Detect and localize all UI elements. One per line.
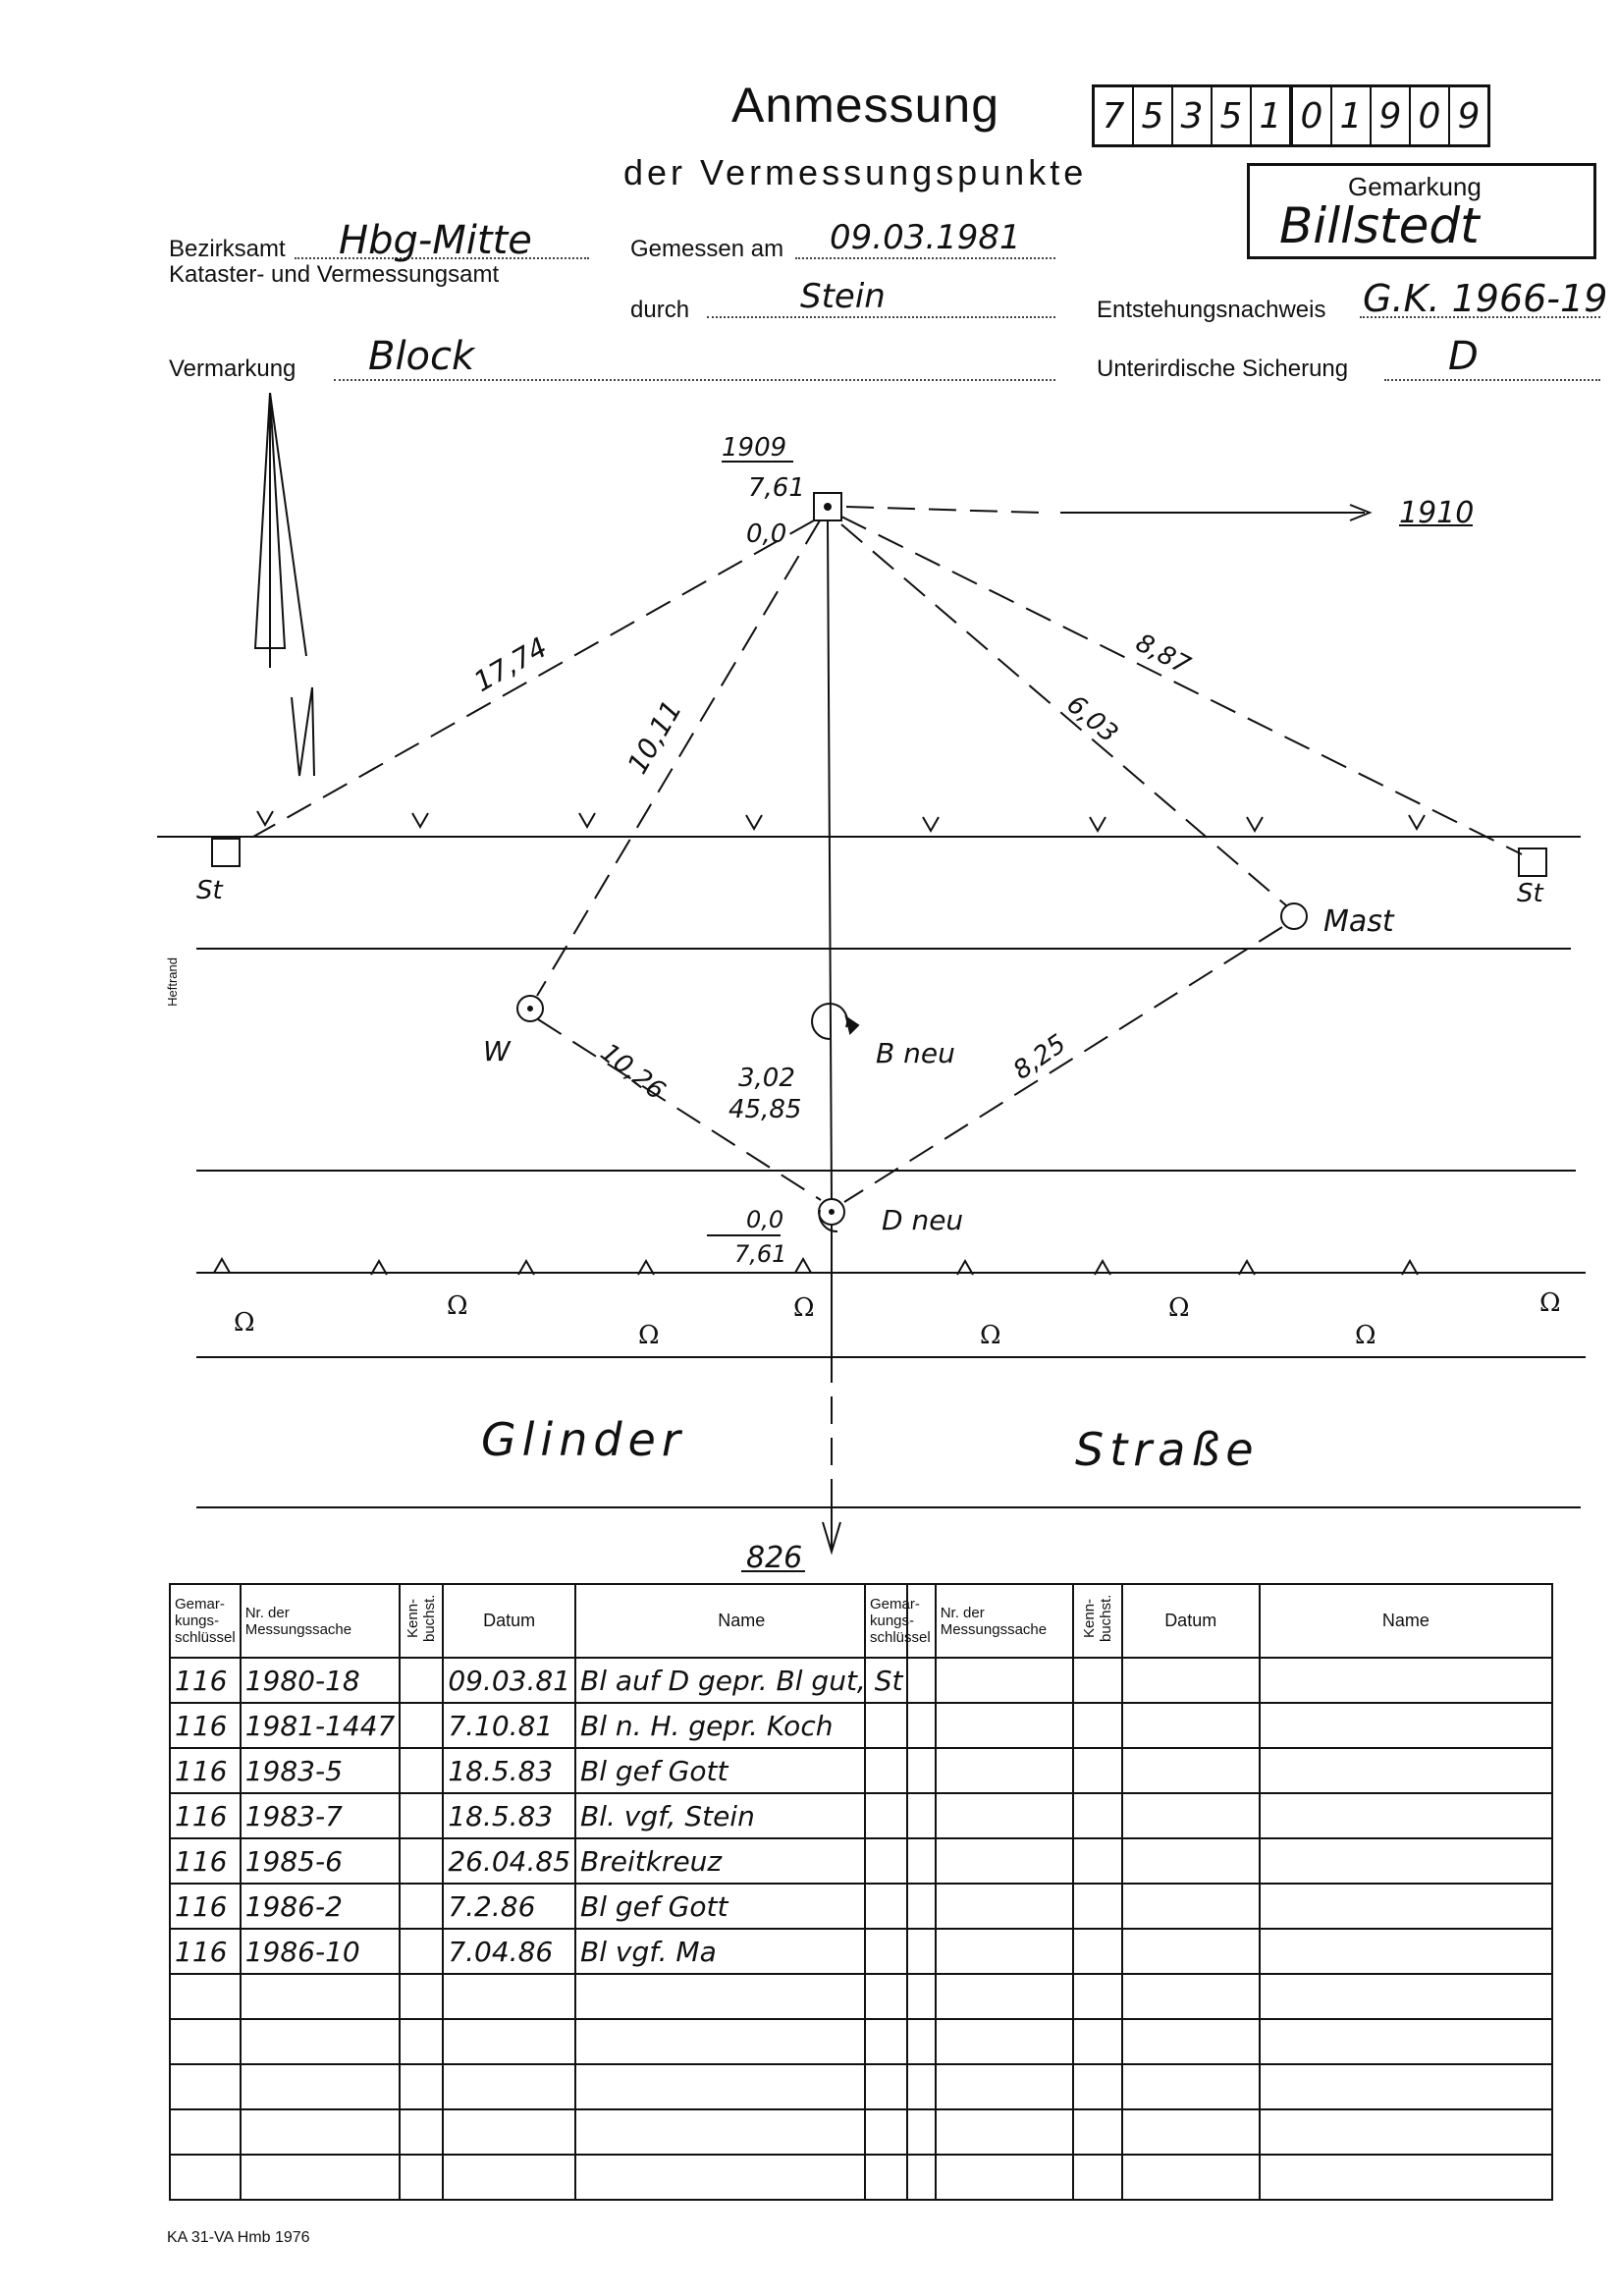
hedge-marks — [257, 811, 1425, 831]
table-cell-nr — [936, 1658, 1073, 1703]
table-cell-kenn — [400, 1929, 443, 1974]
bezirksamt-label: Bezirksamt — [169, 236, 286, 262]
table-cell-name: Bl gef Gott — [575, 1748, 907, 1793]
table-row — [170, 2019, 907, 2064]
table-cell-nr: 1986-2 — [241, 1884, 401, 1929]
svg-text:Ω: Ω — [234, 1308, 255, 1338]
form-title: Anmessung — [731, 78, 1000, 133]
header-name: Name — [575, 1584, 907, 1658]
table-cell-gem: 116 — [170, 1929, 241, 1974]
table-cell-nr: 1985-6 — [241, 1838, 401, 1884]
table-cell-gem: 116 — [170, 1703, 241, 1748]
table-cell-name — [1260, 2155, 1552, 2200]
svg-text:Ω: Ω — [793, 1293, 815, 1323]
table-cell-name — [1260, 1793, 1552, 1838]
dist-mast-d-label: 8,25 — [1007, 1028, 1072, 1086]
svg-text:Ω: Ω — [1168, 1293, 1190, 1323]
right-record-table — [864, 1583, 1553, 2201]
table-row — [865, 2109, 1552, 2155]
vermarkung-value: Block — [368, 334, 475, 379]
table-cell-nr — [936, 2019, 1073, 2064]
dist-w-d-label: 10,26 — [594, 1037, 671, 1107]
table-cell-nr — [936, 2064, 1073, 2109]
id-digit: 5 — [1134, 87, 1173, 144]
svg-text:Ω: Ω — [1355, 1321, 1376, 1350]
table-cell-name — [1260, 1703, 1552, 1748]
arrow-target-label: 1910 — [1399, 496, 1475, 530]
dist-mast-label: 6,03 — [1060, 689, 1124, 749]
table-cell-datum: 18.5.83 — [443, 1748, 575, 1793]
left-record-table — [169, 1583, 908, 2201]
table-cell-kenn — [400, 2109, 443, 2155]
header-gemarkung: Gemar-kungs-schlüssel — [170, 1584, 241, 1658]
table-cell-datum — [443, 2109, 575, 2155]
table-row — [865, 1748, 1552, 1793]
table-row — [170, 2155, 907, 2200]
table-cell-datum: 09.03.81 — [443, 1658, 575, 1703]
stone-right-icon — [1519, 848, 1546, 876]
id-digit: 7 — [1095, 87, 1134, 144]
table-cell-nr — [936, 1838, 1073, 1884]
form-subtitle: der Vermessungspunkte — [623, 152, 1088, 192]
table-cell-kenn — [1073, 1884, 1122, 1929]
header-gemarkung: Gemar-kungs-schlüssel — [865, 1584, 936, 1658]
table-cell-name — [1260, 1884, 1552, 1929]
table-cell-name: Bl n. H. gepr. Koch — [575, 1703, 907, 1748]
table-cell-datum — [1122, 2155, 1260, 2200]
table-cell-name: Bl gef Gott — [575, 1884, 907, 1929]
table-cell-datum — [443, 2155, 575, 2200]
table-cell-gem — [170, 2019, 241, 2064]
table-cell-name — [1260, 2064, 1552, 2109]
table-cell-gem: 116 — [170, 1884, 241, 1929]
table-cell-gem — [865, 1974, 936, 2019]
id-digit: 1 — [1332, 87, 1372, 144]
b-lower-label: 45,85 — [728, 1095, 802, 1124]
table-cell-nr — [241, 1974, 401, 2019]
table-cell-kenn — [1073, 1929, 1122, 1974]
b-upper-label: 3,02 — [738, 1064, 795, 1093]
table-row — [170, 1748, 907, 1793]
table-row — [170, 1884, 907, 1929]
table-cell-gem — [170, 2064, 241, 2109]
sicherung-label: Unterirdische Sicherung — [1097, 355, 1349, 382]
table-cell-nr — [936, 2109, 1073, 2155]
table-header-row — [170, 1584, 907, 1658]
table-cell-nr — [936, 1884, 1073, 1929]
svg-text:Ω: Ω — [447, 1291, 468, 1321]
table-cell-nr — [936, 1793, 1073, 1838]
table-cell-nr: 1980-18 — [241, 1658, 401, 1703]
table-cell-kenn — [400, 2064, 443, 2109]
table-cell-gem — [865, 1658, 936, 1703]
table-cell-gem — [865, 2109, 936, 2155]
table-cell-name — [1260, 1974, 1552, 2019]
table-cell-nr — [241, 2109, 401, 2155]
b-label: B neu — [876, 1037, 955, 1069]
table-cell-kenn — [1073, 2109, 1122, 2155]
table-cell-datum — [443, 1974, 575, 2019]
table-row — [170, 1838, 907, 1884]
d-lower-label: 7,61 — [734, 1240, 787, 1268]
header-nr: Nr. der Messungssache — [936, 1584, 1073, 1658]
table-cell-kenn — [1073, 2064, 1122, 2109]
table-cell-datum: 7.2.86 — [443, 1884, 575, 1929]
table-cell-gem — [865, 2155, 936, 2200]
table-row — [865, 1658, 1552, 1703]
table-cell-kenn — [400, 1703, 443, 1748]
point-lower-label: 0,0 — [746, 519, 787, 549]
vermarkung-label: Vermarkung — [169, 355, 297, 382]
table-row — [865, 2155, 1552, 2200]
table-cell-datum — [1122, 1974, 1260, 2019]
table-cell-name — [1260, 2109, 1552, 2155]
id-digit: 9 — [1457, 95, 1481, 137]
table-cell-kenn — [400, 1748, 443, 1793]
north-arrow-icon — [255, 393, 314, 776]
street-left-label: Glinder — [481, 1413, 686, 1466]
table-cell-kenn — [400, 2155, 443, 2200]
id-digit: 0 — [1293, 87, 1332, 144]
mast-label: Mast — [1323, 904, 1394, 939]
header-kenn: Kenn-buchst. — [1080, 1594, 1114, 1643]
durch-label: durch — [630, 297, 690, 323]
table-cell-datum — [1122, 2064, 1260, 2109]
table-row — [865, 1884, 1552, 1929]
header-datum: Datum — [443, 1584, 575, 1658]
table-cell-datum — [443, 2064, 575, 2109]
table-cell-datum — [1122, 1748, 1260, 1793]
table-cell-datum — [1122, 1838, 1260, 1884]
table-cell-name — [575, 1974, 907, 2019]
form-footer: KA 31-VA Hmb 1976 — [167, 2229, 310, 2246]
street-right-label: Straße — [1075, 1423, 1260, 1476]
table-cell-gem — [170, 2155, 241, 2200]
table-cell-datum — [443, 2019, 575, 2064]
table-row — [170, 1703, 907, 1748]
gemarkung-value: Billstedt — [1279, 197, 1480, 254]
bezirksamt-value: Hbg-Mitte — [339, 218, 532, 263]
id-digit: 0 — [1411, 87, 1450, 144]
table-cell-datum — [1122, 1793, 1260, 1838]
table-cell-datum — [1122, 1658, 1260, 1703]
table-cell-name — [575, 2019, 907, 2064]
table-cell-gem: 116 — [170, 1658, 241, 1703]
d-label: D neu — [882, 1204, 964, 1236]
mast-icon — [1281, 903, 1307, 929]
table-cell-gem — [865, 1838, 936, 1884]
table-cell-nr — [936, 1929, 1073, 1974]
id-digit: 1 — [1252, 87, 1293, 144]
table-cell-gem — [865, 1703, 936, 1748]
svg-text:Ω: Ω — [638, 1321, 660, 1350]
table-row — [170, 2109, 907, 2155]
table-cell-kenn — [1073, 2155, 1122, 2200]
table-row — [865, 2019, 1552, 2064]
sicherung-value: D — [1448, 334, 1479, 379]
point-upper-label: 7,61 — [748, 473, 805, 503]
table-cell-datum: 18.5.83 — [443, 1793, 575, 1838]
table-cell-nr — [241, 2064, 401, 2109]
table-row — [865, 1838, 1552, 1884]
table-cell-kenn — [400, 1884, 443, 1929]
table-row — [865, 1929, 1552, 1974]
table-cell-nr — [241, 2019, 401, 2064]
d-upper-label: 0,0 — [746, 1206, 784, 1233]
table-cell-kenn — [400, 2019, 443, 2064]
table-cell-datum — [1122, 1884, 1260, 1929]
table-cell-kenn — [1073, 2019, 1122, 2064]
gemessen-label: Gemessen am — [630, 236, 784, 262]
stone-left-icon — [212, 839, 240, 866]
header-nr: Nr. der Messungssache — [241, 1584, 401, 1658]
table-row — [170, 1658, 907, 1703]
table-cell-kenn — [400, 1838, 443, 1884]
header-kenn: Kenn-buchst. — [404, 1594, 439, 1643]
header-name: Name — [1260, 1584, 1552, 1658]
table-cell-kenn — [400, 1658, 443, 1703]
table-cell-kenn — [1073, 1974, 1122, 2019]
durch-value: Stein — [800, 277, 886, 316]
dist-w-label: 10,11 — [620, 694, 689, 780]
table-cell-gem: 116 — [170, 1793, 241, 1838]
table-cell-datum — [1122, 1703, 1260, 1748]
table-cell-nr — [936, 1974, 1073, 2019]
table-row — [170, 1929, 907, 1974]
dist-right-label: 8,87 — [1130, 628, 1195, 682]
table-cell-name: Bl auf D gepr. Bl gut, St — [575, 1658, 907, 1703]
table-cell-nr: 1986-10 — [241, 1929, 401, 1974]
table-cell-name — [575, 2155, 907, 2200]
table-row — [170, 2064, 907, 2109]
svg-text:Ω: Ω — [1539, 1288, 1561, 1318]
svg-text:Ω: Ω — [980, 1321, 1001, 1350]
table-cell-gem — [170, 2109, 241, 2155]
table-cell-kenn — [1073, 1658, 1122, 1703]
table-cell-name — [1260, 1838, 1552, 1884]
table-cell-name — [1260, 1748, 1552, 1793]
table-row — [865, 1703, 1552, 1748]
table-cell-gem — [170, 1974, 241, 2019]
bottom-target-label: 826 — [746, 1541, 803, 1575]
st-left-label: St — [196, 876, 223, 905]
table-cell-gem — [865, 1884, 936, 1929]
table-row — [170, 1793, 907, 1838]
st-right-label: St — [1517, 879, 1543, 908]
table-cell-gem — [865, 2019, 936, 2064]
table-cell-nr — [936, 1748, 1073, 1793]
point-id-label: 1909 — [722, 433, 787, 463]
table-cell-gem: 116 — [170, 1838, 241, 1884]
id-digit: 3 — [1173, 87, 1213, 144]
table-cell-nr — [936, 1703, 1073, 1748]
kataster-label: Kataster- und Vermessungsamt — [169, 261, 500, 288]
dist-left-label: 17,74 — [468, 630, 553, 699]
table-cell-gem — [865, 1929, 936, 1974]
id-digit: 9 — [1372, 87, 1411, 144]
heftrand-label: Heftrand — [165, 957, 180, 1007]
table-row — [865, 1793, 1552, 1838]
w-label: W — [483, 1035, 511, 1067]
table-header-row — [865, 1584, 1552, 1658]
table-cell-name: Bl vgf. Ma — [575, 1929, 907, 1974]
header-datum: Datum — [1122, 1584, 1260, 1658]
table-cell-name — [575, 2064, 907, 2109]
entstehung-label: Entstehungsnachweis — [1097, 297, 1326, 323]
table-cell-datum — [1122, 2019, 1260, 2064]
table-row — [865, 2064, 1552, 2109]
table-cell-kenn — [400, 1974, 443, 2019]
table-cell-datum: 7.10.81 — [443, 1703, 575, 1748]
gemarkung-label: Gemarkung — [1348, 172, 1482, 201]
table-cell-kenn — [1073, 1703, 1122, 1748]
table-cell-nr — [936, 2155, 1073, 2200]
table-cell-kenn — [1073, 1793, 1122, 1838]
table-cell-name: Breitkreuz — [575, 1838, 907, 1884]
table-cell-gem — [865, 2064, 936, 2109]
table-cell-name: Bl. vgf, Stein — [575, 1793, 907, 1838]
table-cell-nr: 1983-5 — [241, 1748, 401, 1793]
table-cell-nr: 1983-7 — [241, 1793, 401, 1838]
table-cell-name — [1260, 1658, 1552, 1703]
entstehung-value: G.K. 1966-19 — [1363, 277, 1608, 320]
table-row — [170, 1974, 907, 2019]
gemessen-value: 09.03.1981 — [830, 218, 1021, 257]
table-cell-nr: 1981-1447 — [241, 1703, 401, 1748]
table-cell-kenn — [1073, 1838, 1122, 1884]
id-digit: 5 — [1213, 87, 1252, 144]
table-cell-gem — [865, 1793, 936, 1838]
table-cell-name — [575, 2109, 907, 2155]
table-cell-datum: 26.04.85 — [443, 1838, 575, 1884]
table-cell-datum — [1122, 2109, 1260, 2155]
table-cell-kenn — [400, 1793, 443, 1838]
table-cell-datum: 7.04.86 — [443, 1929, 575, 1974]
table-cell-kenn — [1073, 1748, 1122, 1793]
table-cell-gem — [865, 1748, 936, 1793]
table-row — [865, 1974, 1552, 2019]
table-cell-name — [1260, 2019, 1552, 2064]
table-cell-nr — [241, 2155, 401, 2200]
table-cell-gem: 116 — [170, 1748, 241, 1793]
table-cell-name — [1260, 1929, 1552, 1974]
table-cell-datum — [1122, 1929, 1260, 1974]
